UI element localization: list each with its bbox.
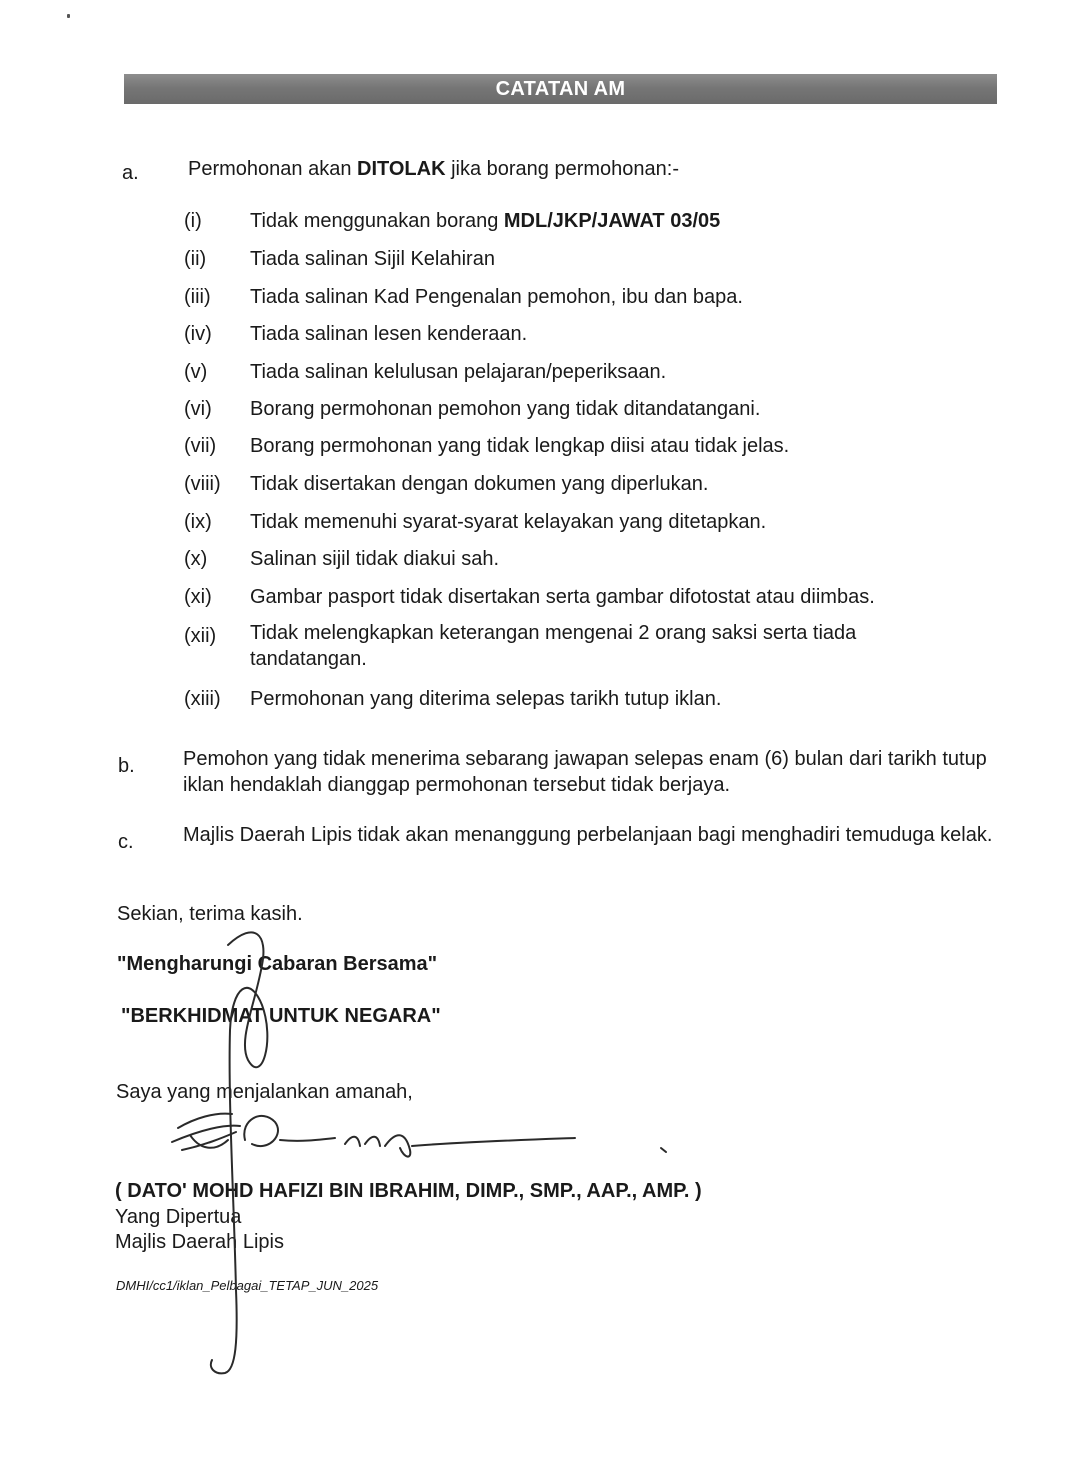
item-number: (iv)	[184, 323, 212, 345]
item-text: Borang permohonan yang tidak lengkap diisi atau tidak jelas.	[250, 435, 790, 457]
intro-suffix: jika borang permohonan:-	[445, 158, 680, 180]
motto-2: "BERKHIDMAT UNTUK NEGARA"	[121, 1005, 441, 1027]
item-number: (xi)	[184, 586, 212, 608]
footer-reference: DMHI/cc1/iklan_Pelbagai_TETAP_JUN_2025	[116, 1278, 379, 1293]
item-text: Permohonan yang diterima selepas tarikh tutup iklan.	[250, 688, 722, 710]
item-text: Tidak menggunakan borang MDL/JKP/JAWAT 03/05	[250, 210, 721, 232]
item-text: Tiada salinan Sijil Kelahiran	[250, 248, 495, 270]
item-text: Tidak disertakan dengan dokumen yang diperlukan.	[250, 473, 709, 495]
item-text: Tiada salinan Kad Pengenalan pemohon, ibu dan bapa.	[250, 286, 743, 308]
item-number: (ii)	[184, 248, 207, 270]
item-text: Tiada salinan kelulusan pelajaran/peperiksaan.	[250, 361, 667, 383]
item-number: (viii)	[184, 473, 221, 495]
intro-bold: DITOLAK	[357, 158, 446, 180]
item-number: (v)	[184, 361, 208, 383]
section-b-letter: b.	[118, 755, 135, 777]
header-title: CATATAN AM	[495, 77, 626, 100]
item-number: (iii)	[184, 286, 211, 308]
item-text: Borang permohonan pemohon yang tidak ditandatangani.	[250, 398, 761, 420]
item-number: (ix)	[184, 511, 212, 533]
item-number: (vi)	[184, 398, 212, 420]
closing-trust: Saya yang menjalankan amanah,	[116, 1081, 413, 1103]
item-text: Gambar pasport tidak disertakan serta gambar difotostat atau diimbas.	[250, 586, 875, 608]
item-number: (vii)	[184, 435, 217, 457]
section-c-letter: c.	[118, 831, 134, 853]
intro-prefix: Permohonan akan	[188, 158, 358, 180]
item-text: Tidak memenuhi syarat-syarat kelayakan yang ditetapkan.	[250, 511, 767, 533]
item-number: (xiii)	[184, 688, 221, 710]
item-text: Salinan sijil tidak diakui sah.	[250, 548, 500, 570]
section-a-letter: a.	[122, 162, 139, 184]
item-text: Tiada salinan lesen kenderaan.	[250, 323, 528, 345]
signatory-title: Yang Dipertua	[115, 1206, 242, 1228]
signatory-org: Majlis Daerah Lipis	[115, 1231, 284, 1253]
motto-1: "Mengharungi Cabaran Bersama"	[117, 953, 438, 975]
item-number: (xii)	[184, 625, 217, 647]
item-number: (x)	[184, 548, 208, 570]
item-text: Tidak melengkapkan keterangan mengenai 2 orang saksi serta tiada tandatangan.	[250, 622, 857, 670]
section-c-text: Majlis Daerah Lipis tidak akan menanggung perbelanjaan bagi menghadiri temuduga kelak.	[183, 824, 993, 846]
section-b-text: Pemohon yang tidak menerima sebarang jawapan selepas enam (6) bulan dari tarikh tutup iklan hendaklah dianggap permohonan tersebut tidak berjaya.	[183, 748, 987, 796]
item-number: (i)	[184, 210, 202, 232]
closing-regards: Sekian, terima kasih.	[117, 903, 303, 925]
signatory-name: ( DATO' MOHD HAFIZI BIN IBRAHIM, DIMP., SMP., AAP., AMP. )	[115, 1180, 702, 1202]
